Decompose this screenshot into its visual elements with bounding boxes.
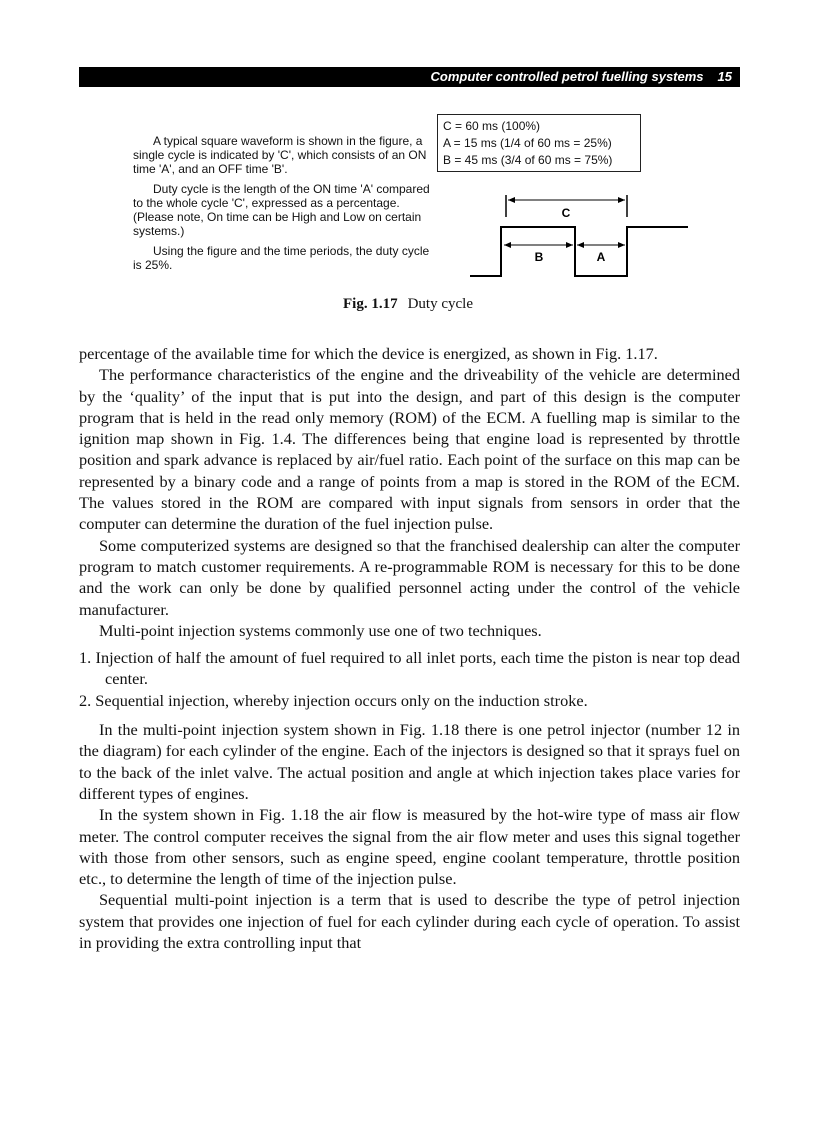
cycle-c-arrowhead-right [618, 197, 625, 203]
off-time-b-arrowhead-left [504, 242, 511, 248]
waveform-trace [470, 227, 688, 276]
list-item: 1. Injection of half the amount of fuel required to all inlet ports, each time the piston is near top dead center. [79, 648, 740, 689]
legend-entry-a: A = 15 ms (1/4 of 60 ms = 25%) [443, 136, 612, 150]
on-time-a-arrowhead-right [618, 242, 625, 248]
off-time-b-arrowhead-right [566, 242, 573, 248]
figure-caption-title: Duty cycle [407, 296, 473, 312]
body-text [79, 343, 740, 953]
figure-caption-number: Fig. 1.17 [343, 296, 398, 312]
square-waveform-diagram [470, 185, 690, 280]
cycle-c-arrowhead-left [508, 197, 515, 203]
running-title: Computer controlled petrol fuelling systems [430, 69, 704, 84]
legend-entry-c: C = 60 ms (100%) [443, 119, 541, 133]
figure-description [133, 134, 438, 278]
page-number: 15 [717, 69, 732, 84]
body-paragraph: The performance characteristics of the engine and the driveability of the vehicle are determined by the ‘quality’ of the input that is put into the design, and part of this design is the computer program that is held in the read only memory (ROM) of the ECM. A fuelling map is similar to the ignition map shown in Fig. 1.4. The differences being that engine load is represented by throttle position and spark advance is replaced by air/fuel ratio. Each point of the surface on this map can be represented by a binary code and a range of points from a map is stored in the ROM of the ECM. The values stored in the ROM are compared with input signals from sensors in order that the computer can determine the duration of the fuel injection pulse. [79, 365, 740, 534]
cycle-c-label: C [561, 206, 571, 220]
figure-caption [0, 296, 816, 313]
off-time-b-label: B [534, 250, 544, 264]
injection-techniques-list [79, 647, 740, 711]
body-paragraph: Sequential multi-point injection is a term that is used to describe the type of petrol injection system that provides one injection of fuel for each cylinder during each cycle of operation. To assist in providing the extra controlling input that [79, 890, 740, 953]
figure-description-paragraph: Duty cycle is the length of the ON time 'A' compared to the whole cycle 'C', expressed as a percentage. (Please note, On time can be High and Low on certain systems.) [133, 182, 430, 238]
body-paragraph: In the multi-point injection system shown in Fig. 1.18 there is one petrol injector (number 12 in the diagram) for each cylinder of the engine. Each of the injectors is designed so that it sprays fuel on to the back of the inlet valve. The actual position and angle at which injection takes place varies for different types of engines. [79, 720, 740, 803]
body-paragraph: percentage of the available time for which the device is energized, as shown in Fig. 1.17. [79, 344, 658, 363]
figure-legend-box [437, 114, 641, 172]
legend-entry-b: B = 45 ms (3/4 of 60 ms = 75%) [443, 153, 613, 167]
on-time-a-arrowhead-left [577, 242, 584, 248]
figure-description-paragraph: A typical square waveform is shown in the figure, a single cycle is indicated by 'C', which consists of an ON time 'A', and an OFF time 'B'. [133, 134, 427, 176]
running-header [79, 67, 740, 87]
body-paragraph: In the system shown in Fig. 1.18 the air flow is measured by the hot-wire type of mass air flow meter. The control computer receives the signal from the air flow meter and uses this signal together with those from other sensors, such as engine speed, engine coolant temperature, throttle position etc., to determine the length of time of the injection pulse. [79, 805, 740, 889]
list-item: 2. Sequential injection, whereby injection occurs only on the induction stroke. [79, 690, 588, 710]
figure-description-paragraph: Using the figure and the time periods, the duty cycle is 25%. [133, 244, 430, 272]
on-time-a-label: A [596, 250, 606, 264]
body-paragraph: Multi-point injection systems commonly use one of two techniques. [99, 620, 542, 640]
body-paragraph: Some computerized systems are designed so that the franchised dealership can alter the computer program to match customer requirements. A re-programmable ROM is necessary for this to be done and the work can only be done by qualified personnel acting under the control of the vehicle manufacturer. [79, 535, 740, 619]
